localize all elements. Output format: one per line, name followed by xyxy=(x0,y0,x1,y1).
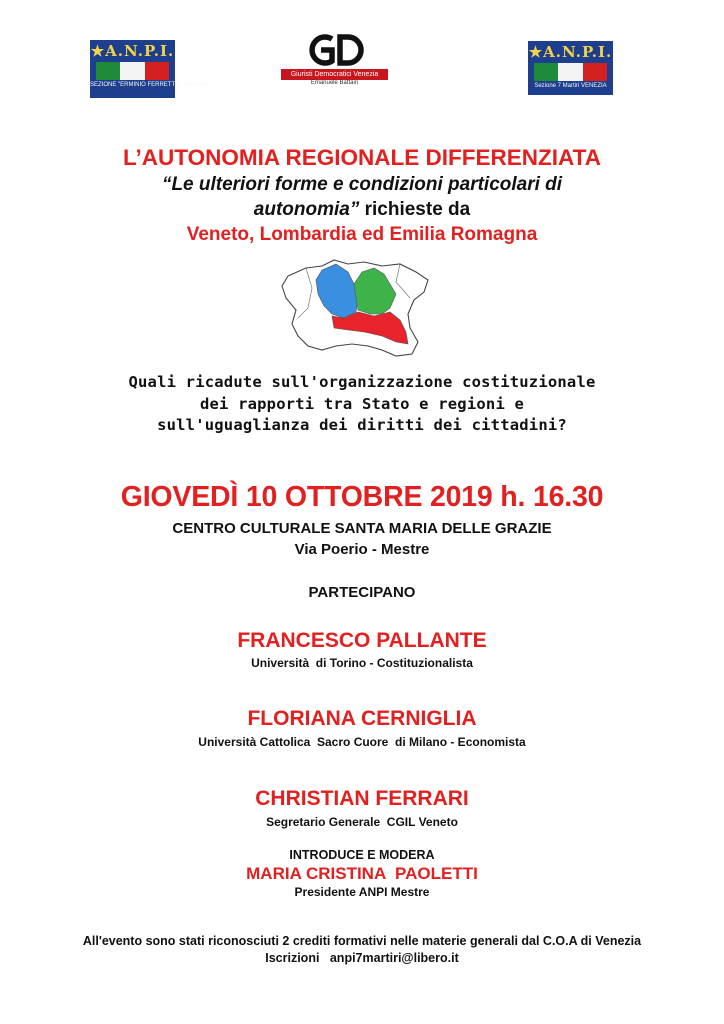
question-line: sull'uguaglianza dei diritti dei cittadini? xyxy=(157,416,567,434)
speaker-name: FLORIANA CERNIGLIA xyxy=(247,707,477,730)
event-date-time: GIOVEDÌ 10 OTTOBRE 2019 h. 16.30 xyxy=(120,481,604,513)
anpi-logo-subtitle: Sezione 7 Martiri VENEZIA xyxy=(534,83,607,89)
moderator-role: Presidente ANPI Mestre xyxy=(294,885,430,899)
participants-heading: PARTECIPANO xyxy=(308,584,416,601)
poster-subtitle-line1: “Le ulteriori forme e condizioni particolari di xyxy=(161,174,563,195)
northern-italy-map-icon xyxy=(278,258,438,360)
italian-flag-icon xyxy=(96,62,169,80)
gd-logo-banner xyxy=(281,69,388,80)
star-icon: ★ xyxy=(90,42,106,60)
question-line: dei rapporti tra Stato e regioni e xyxy=(199,394,525,413)
anpi-logo-title: ★A.N.P.I. xyxy=(90,42,175,60)
poster-subtitle-line2 xyxy=(0,199,724,221)
gd-logo-mark-icon xyxy=(302,33,368,67)
speaker-role: Segretario Generale CGIL Veneto xyxy=(266,815,458,829)
anpi-logo-subtitle: SEZIONE "ERMINIO FERRETTO" MESTRE xyxy=(90,82,209,88)
star-icon: ★ xyxy=(528,43,544,61)
gd-logo-line2: Emanuele Battain xyxy=(310,80,359,86)
gd-logo-city: Venezia xyxy=(353,71,379,78)
registration-line xyxy=(0,951,724,965)
subtitle-italic-part: autonomia” xyxy=(253,199,360,220)
speaker-role: Università Cattolica Sacro Cuore di Milano - Economista xyxy=(198,735,526,749)
poster-title: L’AUTONOMIA REGIONALE DIFFERENZIATA xyxy=(123,145,601,170)
regions-line: Veneto, Lombardia ed Emilia Romagna xyxy=(186,224,538,245)
anpi-mestre-logo xyxy=(90,40,209,98)
credits-note: All'evento sono stati riconosciuti 2 crediti formativi nelle materie generali dal C.O.A di Venezia xyxy=(82,934,642,948)
event-venue: CENTRO CULTURALE SANTA MARIA DELLE GRAZIE xyxy=(172,520,552,537)
event-address: Via Poerio - Mestre xyxy=(294,541,430,558)
registration-label: Iscrizioni xyxy=(265,951,320,965)
moderator-label: INTRODUCE E MODERA xyxy=(289,848,435,862)
speaker-role: Università di Torino - Costituzionalista xyxy=(251,656,473,670)
italian-flag-icon xyxy=(534,63,607,81)
speaker-name: FRANCESCO PALLANTE xyxy=(237,629,487,652)
question-line: Quali ricadute sull'organizzazione costituzionale xyxy=(128,373,596,391)
anpi-venezia-logo xyxy=(528,41,613,95)
moderator-name: MARIA CRISTINA PAOLETTI xyxy=(246,864,478,883)
speaker-name: CHRISTIAN FERRARI xyxy=(255,787,469,810)
question-block xyxy=(0,372,724,437)
giuristi-democratici-logo xyxy=(281,33,388,91)
registration-email[interactable]: anpi7martiri@libero.it xyxy=(329,951,459,965)
anpi-logo-title: ★A.N.P.I. xyxy=(528,43,613,61)
gd-logo-line1: Giuristi Democratici xyxy=(290,71,352,78)
subtitle-rest-part: richieste da xyxy=(359,199,471,220)
